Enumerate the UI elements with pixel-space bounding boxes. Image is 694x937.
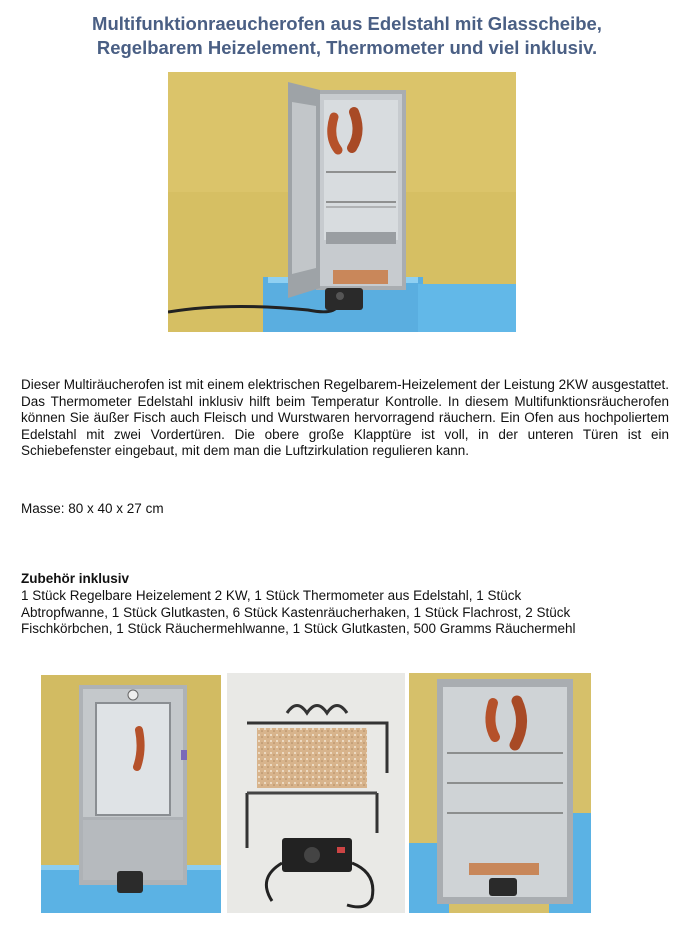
accessories-line-1: 1 Stück Regelbare Heizelement 2 KW, 1 Stück Thermometer aus Edelstahl, 1 Stück bbox=[21, 588, 522, 603]
main-product-photo bbox=[168, 72, 516, 332]
accessories-list bbox=[21, 588, 671, 638]
title-line-2: Regelbarem Heizelement, Thermometer und viel inklusiv. bbox=[96, 37, 598, 58]
photo-closed-smoker bbox=[41, 675, 221, 913]
accessories-line-3: Fischkörbchen, 1 Stück Räuchermehlwanne, 1 Stück Glutkasten, 500 Gramms Räuchermehl bbox=[21, 621, 576, 637]
page-title bbox=[20, 12, 674, 60]
photo-heating-element bbox=[227, 673, 405, 913]
description-paragraph: Dieser Multiräucherofen ist mit einem elektrischen Regelbarem-Heizelement der Leistung 2KW ausgestattet. Das Thermometer Edelstahl inklusiv hilft beim Temperatur Kontrolle. In diesem Multifunktionsräucherofen können Sie äußer Fisch auch Fleisch und Wurstwaren hervorragend räuchern. Ein Ofen aus hochpoliertem Edelstahl mit zwei Vordertüren. Die obere große Klapptüre ist voll, in der unteren Türen ist ein Schiebefenster eingebaut, mit dem man die Luftzirkulation regulieren kann. bbox=[21, 377, 669, 459]
dimensions-text: Masse: 80 x 40 x 27 cm bbox=[21, 501, 164, 516]
accessories-line-2: Abtropfwanne, 1 Stück Glutkasten, 6 Stück Kastenräucherhaken, 1 Stück Flachrost, 2 Stück bbox=[21, 604, 571, 620]
title-line-1: Multifunktionraeucherofen aus Edelstahl mit Glasscheibe, bbox=[92, 13, 602, 34]
accessories-heading: Zubehör inklusiv bbox=[21, 571, 130, 586]
photo-open-cabinet bbox=[409, 673, 591, 913]
